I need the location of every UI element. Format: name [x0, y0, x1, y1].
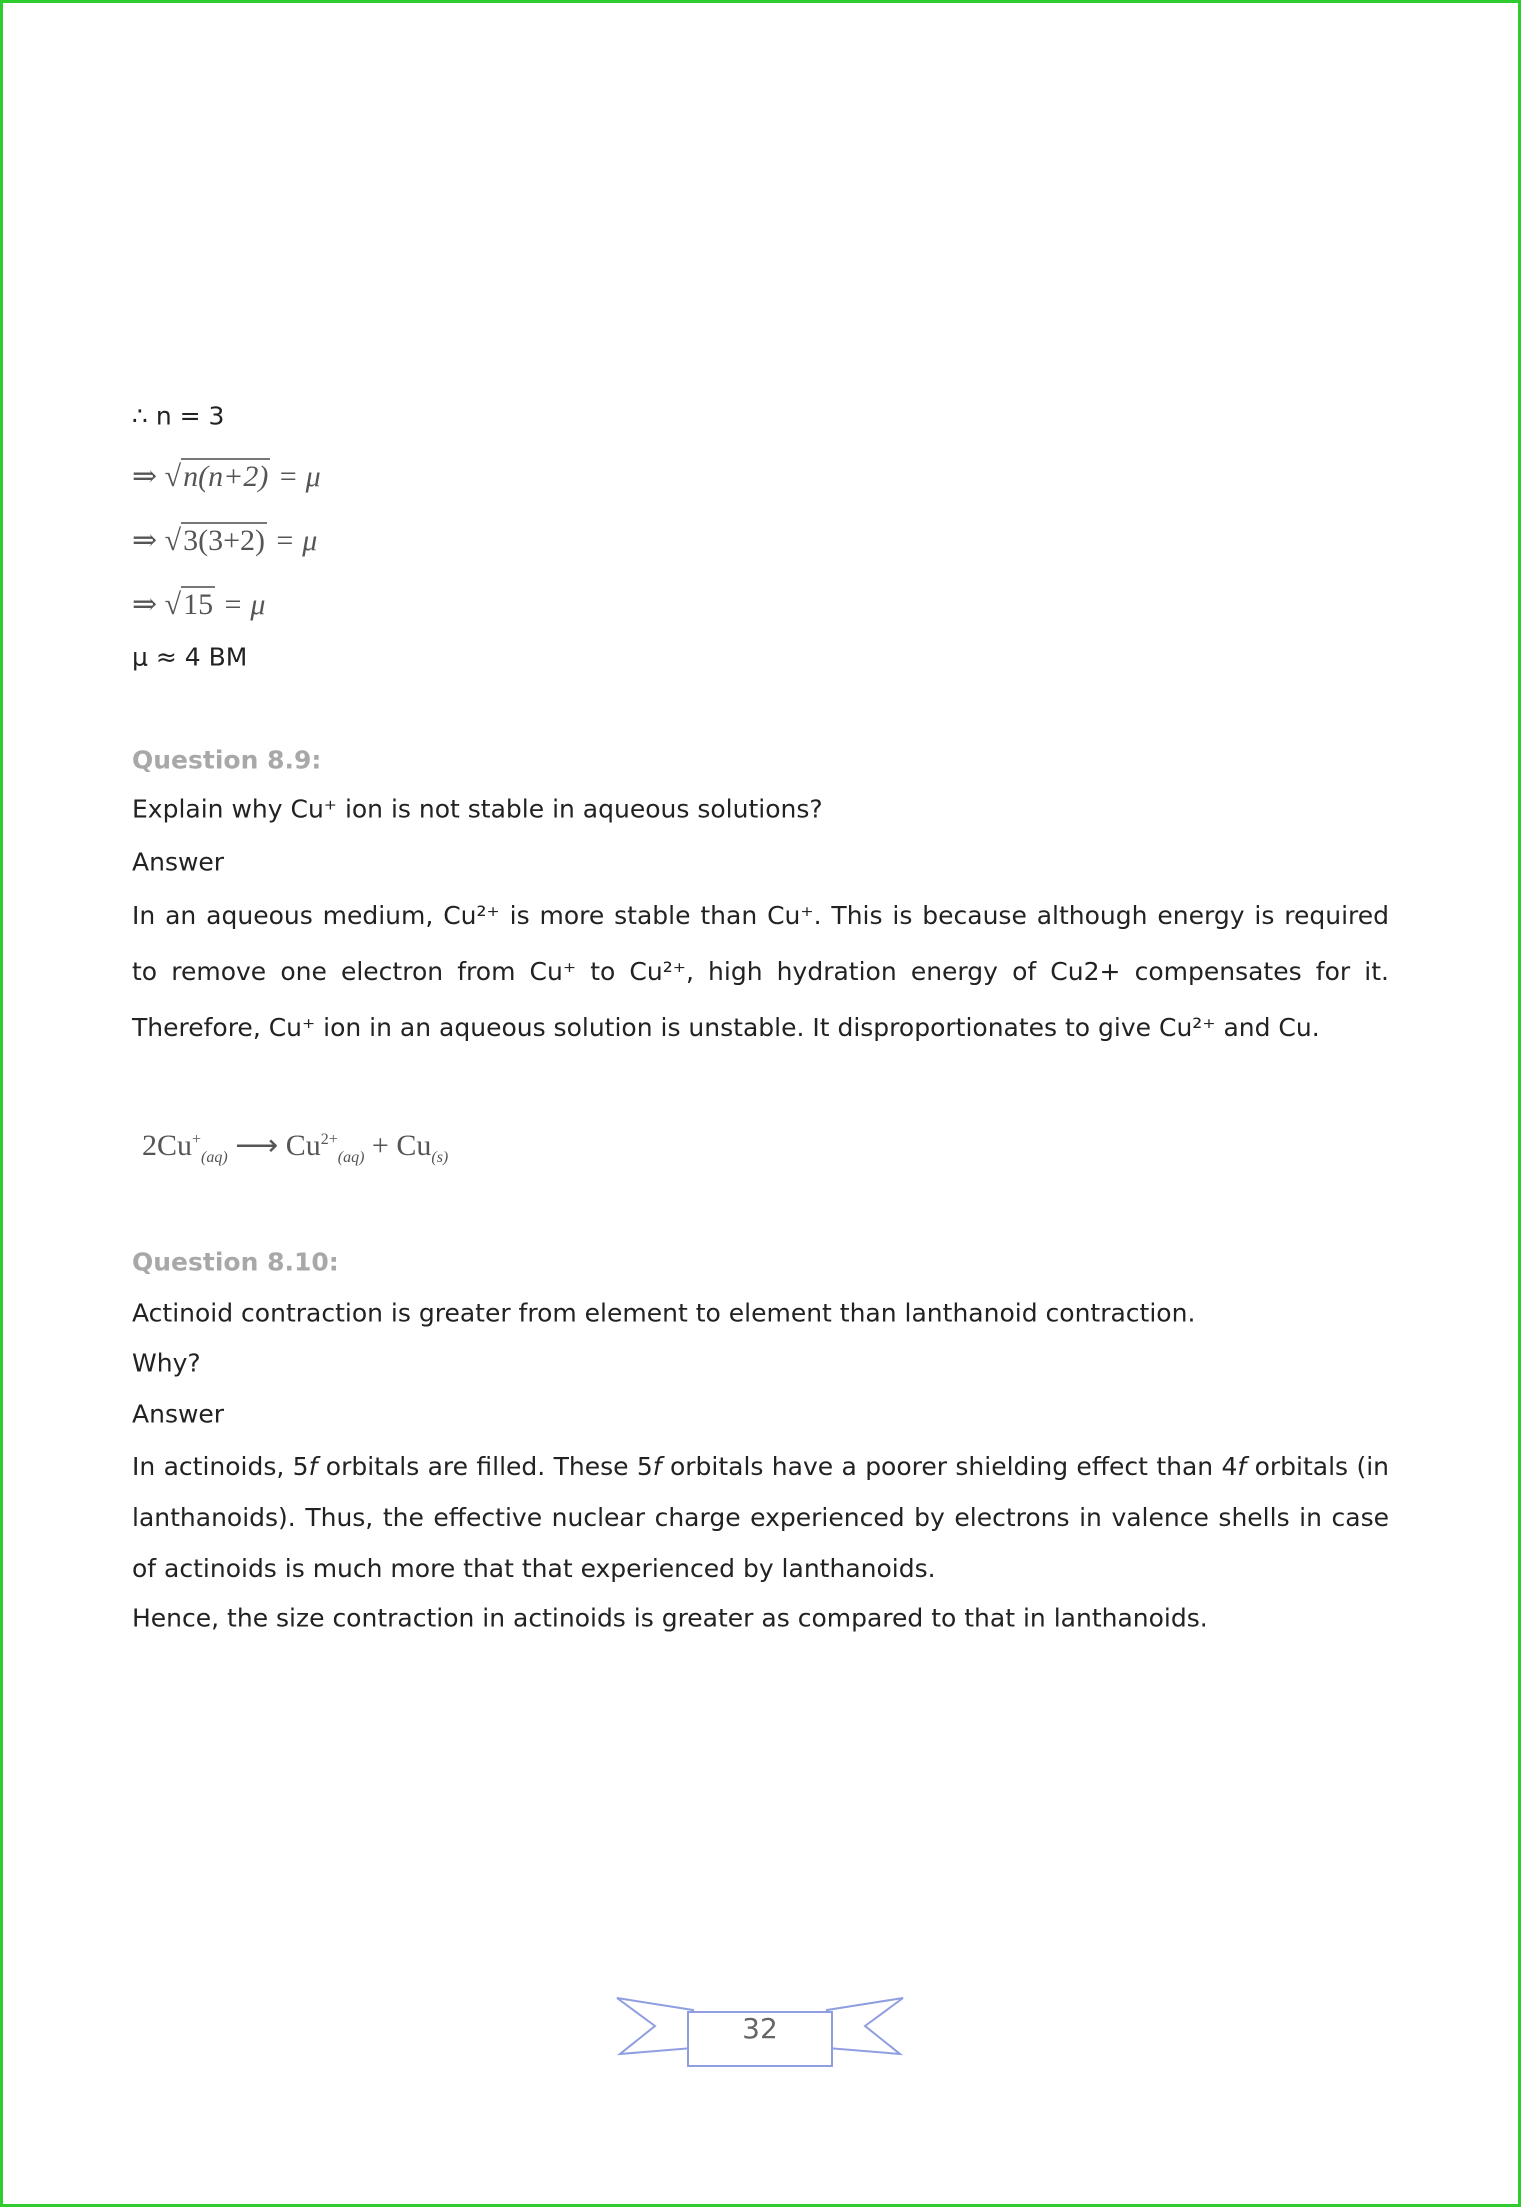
- question-8-10-text: Actinoid contraction is greater from element to element than lanthanoid contraction.: [132, 1298, 1196, 1328]
- question-8-10-title: Question 8.10:: [132, 1247, 339, 1277]
- derivation-n-equals-3: ∴ n = 3: [132, 401, 225, 431]
- question-8-9-title: Question 8.9:: [132, 745, 322, 775]
- page-number-ribbon: [615, 1988, 905, 2070]
- disproportionation-equation: $2Cu^+_{(aq)}$ ⟶ $Cu^{2+}_{(aq)} + Cu_{(s)}$: [142, 1129, 449, 1166]
- answer-label: Answer: [132, 1399, 225, 1429]
- derivation-substitution: ⇒ √3(3+2) = μ: [132, 524, 318, 557]
- answer-8-10-last-line: Hence, the size contraction in actinoids is greater as compared to that in lanthanoids.: [132, 1603, 1208, 1633]
- page-number: 32: [742, 2012, 778, 2045]
- answer-8-10-text: In actinoids, 5f orbitals are filled. These 5f orbitals have a poorer shielding effect than 4f orbitals (in lanthanoids). Thus, the effective nuclear charge experienced by electrons in valence shells in case of actinoids is much more that that experienced by lanthanoids.: [132, 1452, 1389, 1583]
- question-8-10-text-why: Why?: [132, 1348, 201, 1378]
- derivation-formula: ⇒ √n(n+2) = μ: [132, 460, 321, 493]
- derivation-result: μ ≈ 4 BM: [132, 642, 248, 672]
- answer-label: Answer: [132, 847, 225, 877]
- derivation-sqrt15: ⇒ √15 = μ: [132, 588, 266, 621]
- question-8-9-text: Explain why Cu⁺ ion is not stable in aqueous solutions?: [132, 794, 823, 824]
- answer-8-9-text: In an aqueous medium, Cu²⁺ is more stable than Cu⁺. This is because although energy is required to remove one electron from Cu⁺ to Cu²⁺, high hydration energy of Cu2+ compensates for it. Therefore, Cu⁺ ion in an aqueous solution is unstable. It disproportionates to give Cu²⁺ and Cu.: [132, 901, 1389, 1042]
